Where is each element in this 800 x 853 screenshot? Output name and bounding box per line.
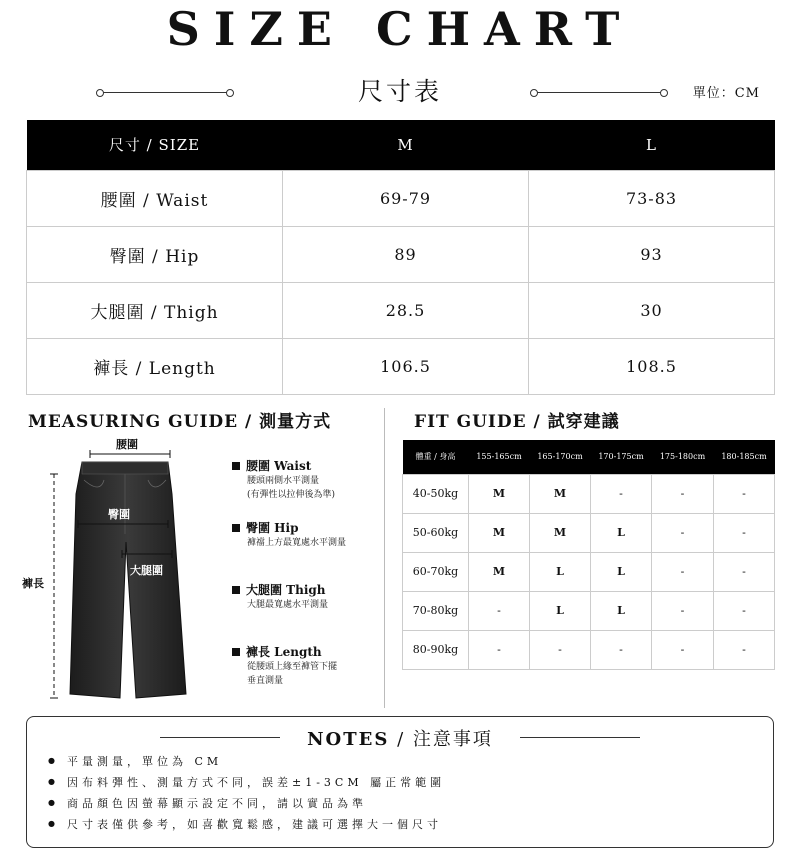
weight-cell: 60-70kg	[403, 552, 469, 591]
fit-cell: -	[652, 474, 714, 513]
row-label: 褲長 / Length	[27, 338, 283, 394]
fit-cell: -	[652, 630, 714, 669]
size-table-header	[27, 120, 775, 170]
cell-m: 28.5	[283, 282, 529, 338]
fit-cell: L	[530, 552, 591, 591]
weight-cell: 50-60kg	[403, 513, 469, 552]
cell-l: 108.5	[529, 338, 775, 394]
subtitle: 尺寸表	[357, 77, 442, 106]
header-size: 尺寸 / SIZE	[27, 120, 283, 170]
fit-cell: -	[591, 630, 652, 669]
row-label: 腰圍 / Waist	[27, 170, 283, 226]
page-title: SIZE CHART	[166, 2, 634, 56]
fit-cell: -	[652, 591, 714, 630]
list-item: ● 商品顏色因螢幕顯示設定不同，請以實品為準	[48, 794, 445, 815]
cell-l: 30	[529, 282, 775, 338]
measuring-guide-title: MEASURING GUIDE / 測量方式	[28, 412, 332, 432]
bullet-square	[232, 524, 240, 532]
weight-cell: 40-50kg	[403, 474, 469, 513]
weight-cell: 80-90kg	[403, 630, 469, 669]
fit-guide-table	[402, 440, 775, 670]
list-item: ● 尺寸表僅供參考，如喜歡寬鬆感，建議可選擇大一個尺寸	[48, 815, 445, 836]
table-row	[27, 338, 775, 394]
bullet-square	[232, 462, 240, 470]
table-row	[403, 552, 775, 591]
list-item: ● 因布料彈性、測量方式不同，誤差±1-3CM 屬正常範圍	[48, 773, 445, 794]
subtitle-row	[0, 68, 800, 108]
fit-cell: -	[714, 513, 775, 552]
header-height: 165-170cm	[530, 440, 591, 474]
legend-thigh: 大腿圍 Thigh 大腿最寬處水平測量	[232, 581, 328, 612]
cell-m: 106.5	[283, 338, 529, 394]
header-height: 175-180cm	[652, 440, 714, 474]
cell-m: 89	[283, 226, 529, 282]
measurement-marks	[40, 450, 200, 710]
fit-cell: M	[530, 474, 591, 513]
legend-length: 褲長 Length 從腰頭上緣至褲管下擺 垂直測量	[232, 643, 337, 688]
table-row	[403, 591, 775, 630]
fit-cell: -	[469, 630, 530, 669]
header-height: 180-185cm	[714, 440, 775, 474]
fit-cell: L	[591, 513, 652, 552]
table-row	[27, 282, 775, 338]
fit-cell: L	[591, 552, 652, 591]
fit-cell: -	[530, 630, 591, 669]
fit-cell: M	[530, 513, 591, 552]
header-l: L	[529, 120, 775, 170]
fit-cell: -	[652, 552, 714, 591]
unit-label: 單位：CM	[692, 86, 760, 101]
row-label: 臀圍 / Hip	[27, 226, 283, 282]
bullet-square	[232, 586, 240, 594]
fit-guide-title: FIT GUIDE / 試穿建議	[414, 412, 620, 432]
size-table	[26, 120, 775, 395]
section-divider	[384, 408, 385, 708]
fit-cell: -	[714, 552, 775, 591]
waist-mark-label: 腰圍	[116, 438, 138, 451]
fit-table-header	[403, 440, 775, 474]
table-row	[403, 630, 775, 669]
fit-cell: M	[469, 552, 530, 591]
fit-cell: -	[714, 591, 775, 630]
legend-hip: 臀圍 Hip 褲襠上方最寬處水平測量	[232, 519, 346, 550]
header-height: 170-175cm	[591, 440, 652, 474]
cell-l: 73-83	[529, 170, 775, 226]
length-mark-label: 褲長	[22, 577, 44, 590]
fit-cell: L	[530, 591, 591, 630]
fit-cell: -	[469, 591, 530, 630]
header-weight-height: 體重 / 身高	[403, 440, 469, 474]
table-row	[403, 474, 775, 513]
fit-cell: L	[591, 591, 652, 630]
thigh-mark-label: 大腿圍	[130, 564, 163, 577]
legend-waist: 腰圍 Waist 腰頭兩側水平測量 (有彈性以拉伸後為準)	[232, 457, 335, 502]
fit-cell: M	[469, 513, 530, 552]
fit-cell: -	[591, 474, 652, 513]
table-row	[27, 226, 775, 282]
fit-cell: -	[714, 630, 775, 669]
cell-l: 93	[529, 226, 775, 282]
bullet-square	[232, 648, 240, 656]
cell-m: 69-79	[283, 170, 529, 226]
notes-title: NOTES / 注意事項	[307, 729, 493, 750]
header-m: M	[283, 120, 529, 170]
notes-list	[48, 752, 445, 836]
weight-cell: 70-80kg	[403, 591, 469, 630]
table-row	[27, 170, 775, 226]
decorative-line-right	[534, 92, 664, 93]
fit-cell: M	[469, 474, 530, 513]
fit-cell: -	[714, 474, 775, 513]
list-item: ● 平量測量，單位為 CM	[48, 752, 445, 773]
table-row	[403, 513, 775, 552]
header-height: 155-165cm	[469, 440, 530, 474]
row-label: 大腿圍 / Thigh	[27, 282, 283, 338]
hip-mark-label: 臀圍	[108, 508, 130, 521]
fit-cell: -	[652, 513, 714, 552]
